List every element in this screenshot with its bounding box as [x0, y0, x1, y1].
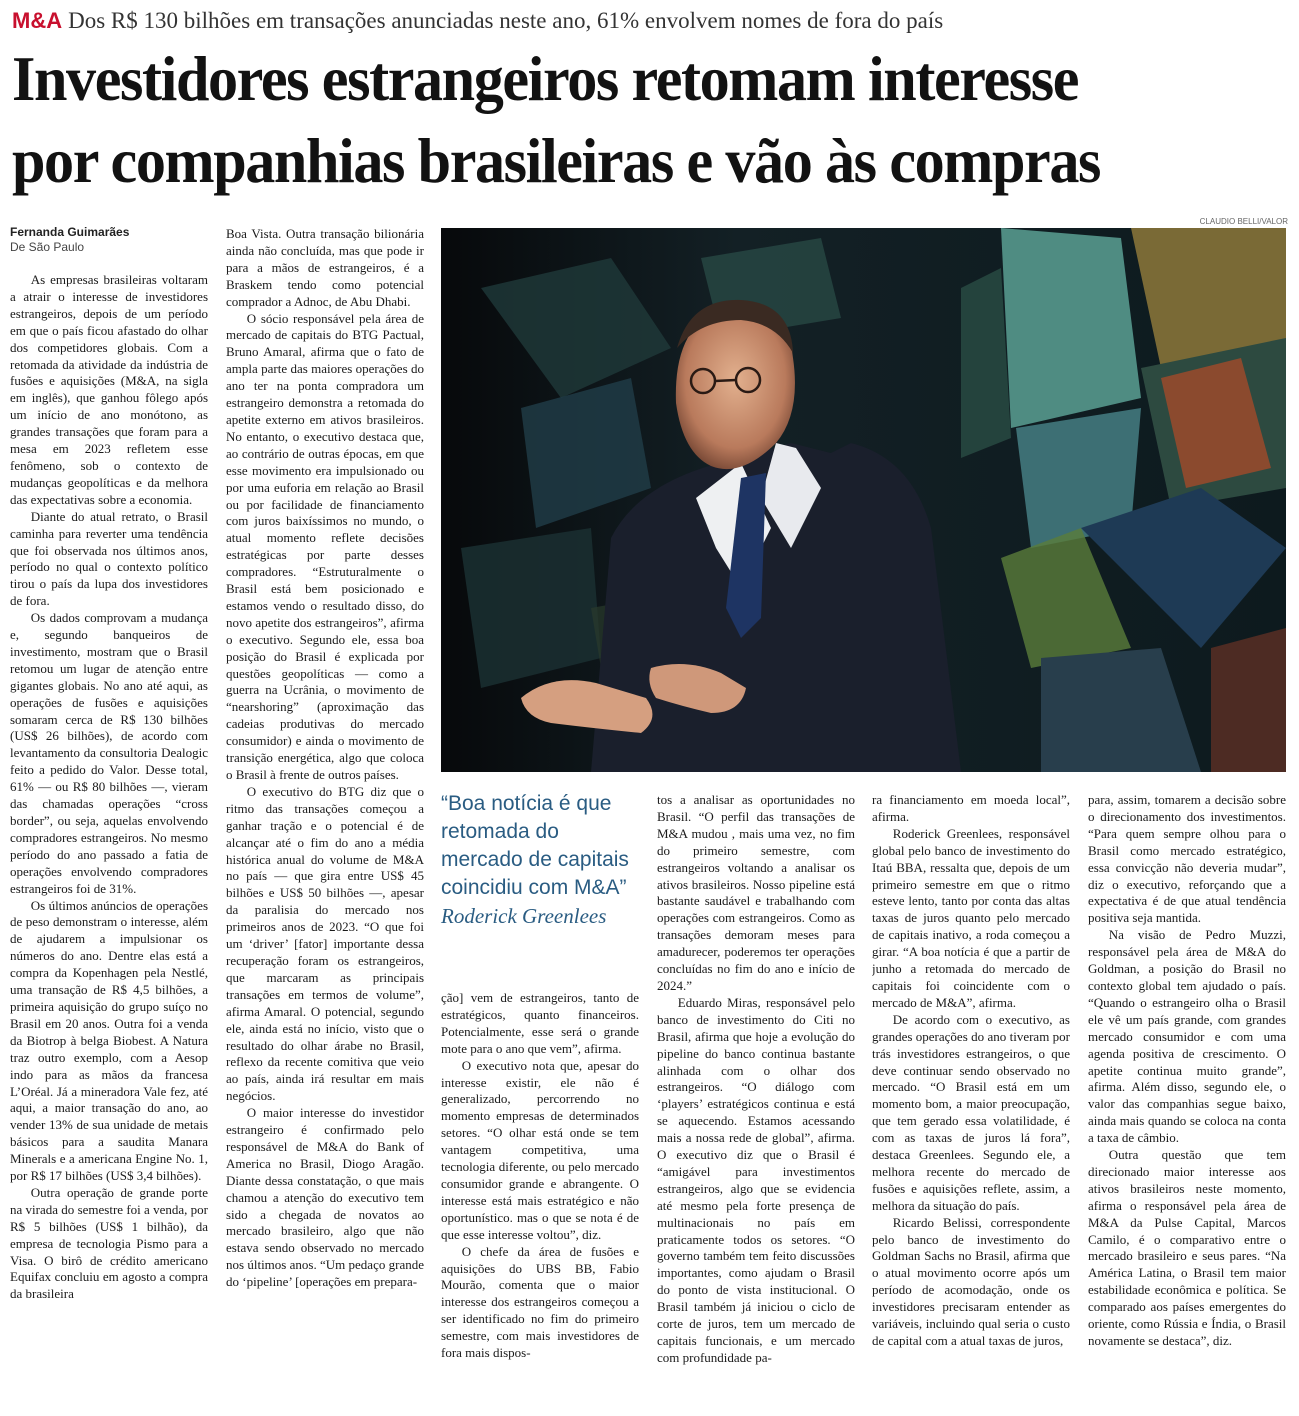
kicker-text: Dos R$ 130 bilhões em transações anunciadas neste ano, 61% envolvem nomes de fora do país — [68, 8, 944, 33]
text-column-2 — [226, 226, 424, 1396]
section-tag: M&A — [12, 8, 63, 33]
byline — [10, 225, 210, 255]
text-column-4 — [657, 792, 855, 1396]
headline-line-2: por companhias brasileiras e vão às compras — [12, 125, 1100, 196]
paragraph: tos a analisar as oportunidades no Brasil. “O perfil das transações de M&A mudou , mais uma vez, no fim do primeiro semestre, com estrangeiros voltando a analisar os ativos brasileiros. Nosso pipeline está bastante saudável e trabalhando com operações com estrangeiros. Como as transações demoram meses para amadurecer, poderemos ter operações concluídas no fim do ano e início de 2024.” — [657, 792, 855, 993]
paragraph: Outra questão que tem direcionado maior interesse aos ativos brasileiros neste momento, afirma o responsável pela área de M&A da Pulse Capital, Marcos Camilo, é o comparativo entre o mercado brasileiro e seus pares. “Na América Latina, o Brasil tem maior estabilidade econômica e política. Se comparado aos países emergentes do oriente, como Rússia e Índia, o Brasil novamente se destaca”, diz. — [1088, 1147, 1286, 1348]
paragraph: As empresas brasileiras voltaram a atrair o interesse de investidores estrangeiros, depois de um período em que o país ficou afastado do olhar dos competidores globais. Com a retomada da atividade da indústria de fusões e aquisições (M&A, na sigla em inglês), que ganhou fôlego após um início de ano monótono, as grandes transações que foram para a mesa em 2023 refletem esse fenômeno, sob o contexto de mudanças geopolíticas e da melhora das expectativas sobre a economia. — [10, 272, 208, 507]
paragraph: Ricardo Belissi, correspondente pelo banco de investimento do Goldman Sachs no Brasil, afirma que o atual movimento ocorre após um período de acomodação, onde os investidores precisaram entender as variáveis, incluindo qual seria o custo de capital com a atual taxas de juros, — [872, 1214, 1070, 1348]
text-column-6 — [1088, 792, 1286, 1396]
paragraph: para, assim, tomarem a decisão sobre o direcionamento dos investimentos. “Para quem sempre olhou para o Brasil como mercado estratégico, essa convicção não deveria mudar”, diz o executivo, reforçando que a expectativa é de que atual tendência positiva seja mantida. — [1088, 792, 1286, 926]
text-column-5 — [872, 792, 1070, 1396]
paragraph: O chefe da área de fusões e aquisições do UBS BB, Fabio Mourão, comenta que o maior interesse dos estrangeiros começou a ser identificado no fim do primeiro semestre, com mais investidores de fora mais dispos- — [441, 1243, 639, 1361]
paragraph: Eduardo Miras, responsável pelo banco de investimento do Citi no Brasil, afirma que hoje a evolução do pipeline do banco continua bastante alinhada com o olhar dos estrangeiros. “O diálogo com ‘players’ estratégicos continua e está se aquecendo. Estamos acessando mais a nossa rede de global”, afirma. O executivo diz que o Brasil é “amigável para investimentos estrangeiros, algo que se evidencia até mesmo pela forte presença de multinacionais no país em praticamente todos os setores. “O governo também tem feito discussões importantes, como ajudam o Brasil do ponto de vista institucional. O Brasil também já iniciou o ciclo de corte de juros, tem um mercado de capitais funcionais, e um mercado com profundidade pa- — [657, 994, 855, 1365]
paragraph: O executivo do BTG diz que o ritmo das transações começou a ganhar tração e o potencial é de alcançar até o fim do ano a média histórica anual do volume de M&A no país — que gira entre US$ 45 bilhões e US$ 50 bilhões —, apesar da paralisia do mercado nos primeiros anos de 2023. “O que foi um ‘driver’ [fator] importante dessa recuperação foram os estrangeiros, que marcaram as principais transações em termos de volume”, afirma Amaral. O potencial, segundo ele, ainda está no início, visto que o resultado do olhar árabe no Brasil, reflexo da recente comitiva que veio ao país, ainda irá resultar em mais negócios. — [226, 783, 424, 1104]
paragraph: Diante do atual retrato, o Brasil caminha para reverter uma tendência que foi observada nos últimos anos, período no qual o contexto político tirou o país da lupa dos investidores de fora. — [10, 508, 208, 609]
text-column-3 — [441, 990, 639, 1396]
kicker — [12, 6, 1292, 36]
article-photo — [441, 228, 1286, 772]
paragraph: O sócio responsável pela área de mercado de capitais do BTG Pactual, Bruno Amaral, afirma que o fato de ampla parte das maiores operações do ano ter na ponta compradora um estrangeiro demonstra a retomada do apetite externo em ativos brasileiros. No entanto, o executivo destaca que, ao contrário de outras épocas, em que esse movimento era impulsionado ou por uma euforia em relação ao Brasil ou por facilidade de financiamento com juros baixíssimos no mundo, o atual momento reflete decisões estratégicas por parte desses compradores. “Estruturalmente o Brasil está bem posicionado e estamos vendo o resultado disso, do novo apetite dos estrangeiros”, afirma o executivo. Segundo ele, essa boa posição do Brasil é explicada por questões geopolíticas — como a guerra na Ucrânia, o movimento de “nearshoring” (aproximação das cadeias produtivas do mercado consumidor) e ainda o movimento de transição energética, algo que coloca o Brasil à frente de outros países. — [226, 310, 424, 782]
pull-quote — [441, 790, 639, 990]
photo-credit: CLAUDIO BELLI/VALOR — [1199, 217, 1288, 226]
paragraph: O maior interesse do investidor estrangeiro é confirmado pelo responsável de M&A do Bank of America no Brasil, Diogo Aragão. Diante dessa constatação, o que mais chamou a atenção do executivo tem sido a chegada de novatos ao mercado brasileiro, algo que não estava sendo observado no mercado nos últimos anos. “Um pedaço grande do ‘pipeline’ [operações em prepara- — [226, 1105, 424, 1290]
photo-illustration — [441, 228, 1286, 772]
author-name: Fernanda Guimarães — [10, 225, 130, 239]
paragraph: Os últimos anúncios de operações de peso demonstram o interesse, além de ajudarem a impulsionar os números do ano. Dentre elas está a compra da Kopenhagen pela Nestlé, uma transação de R$ 4,5 bilhões, a primeira aquisição do grupo suíço no Brasil em 20 anos. Outra foi a venda da Biotrop à belga Biobest. A Natura traz outro exemplo, com a Aesop indo para as mãos da francesa L’Oréal. Já a mineradora Vale fez, até aqui, a maior transação do ano, ao vender 13% de sua unidade de metais básicos para a saudita Manara Minerals e a americana Engine No. 1, por R$ 17 bilhões (US$ 3,4 bilhões). — [10, 897, 208, 1184]
pull-quote-author: Roderick Greenlees — [441, 904, 607, 928]
paragraph: Boa Vista. Outra transação bilionária ainda não concluída, mas que pode ir para a mãos de estrangeiros, é a Braskem tendo como potencial comprador a Adnoc, de Abu Dhabi. — [226, 226, 424, 309]
headline — [12, 38, 1215, 202]
paragraph: De acordo com o executivo, as grandes operações do ano tiveram por trás investidores estrangeiros, o que deve continuar sendo observado no mercado. “O Brasil está em um momento bom, a maior preocupação, que tem gerado essa volatilidade, é com as taxas de juros lá fora”, destaca Greenlees. Segundo ele, a melhora recente do mercado de fusões e aquisições reflete, assim, a melhora da situação do país. — [872, 1011, 1070, 1213]
paragraph: ra financiamento em moeda local”, afirma. — [872, 792, 1070, 824]
paragraph: Roderick Greenlees, responsável global pelo banco de investimento do Itaú BBA, ressalta que, depois de um primeiro semestre em que o ritmo esteve lento, tanto por conta das altas taxas de juros quanto pelo mercado de capitais inativo, a roda começou a girar. “A boa notícia é que a partir de junho a retomada do mercado de capitais foi coincidente com o mercado de M&A”, afirma. — [872, 825, 1070, 1010]
paragraph: Outra operação de grande porte na virada do semestre foi a venda, por R$ 5 bilhões (US$ 1 bilhão), da empresa de tecnologia Pismo para a Visa. O birô de crédito americano Equifax concluiu em agosto a compra da brasileira — [10, 1184, 208, 1302]
author-location: De São Paulo — [10, 240, 85, 254]
headline-line-1: Investidores estrangeiros retomam interesse — [12, 43, 1079, 114]
paragraph: ção] vem de estrangeiros, tanto de estratégicos, quanto financeiros. Potencialmente, esse será o grande mote para o ano que vem”, afirma. — [441, 990, 639, 1056]
pull-quote-text: “Boa notícia é que retomada do mercado de capitais coincidiu com M&A” — [441, 792, 629, 899]
paragraph: Na visão de Pedro Muzzi, responsável pela área de M&A do Goldman, a posição do Brasil no contexto global tem ajudado o país. “Quando o estrangeiro olha o Brasil ele vê um país grande, com grandes mercado consumidor e com uma agenda positiva de crescimento. O apetite continua muito grande”, afirma. Além disso, segundo ele, o valor das companhias segue baixo, ainda mais quando se coloca na conta a taxa de câmbio. — [1088, 927, 1286, 1146]
paragraph: O executivo nota que, apesar do interesse existir, ele não é generalizado, percorrendo no momento empresas de determinados setores. “O olhar está onde se tem vantagem competitiva, uma tecnologia diferente, ou pelo mercado consumidor grande e abrangente. O interesse está mais estratégico e não oportunístico. mas o que se nota é de que esse interesse voltou”, diz. — [441, 1057, 639, 1242]
paragraph: Os dados comprovam a mudança e, segundo banqueiros de investimento, mostram que o Brasil retomou um lugar de atenção entre gigantes globais. No ano até aqui, as operações de fusões e aquisições somaram cerca de R$ 130 bilhões (US$ 26 bilhões), de acordo com levantamento da consultoria Dealogic feito a pedido do Valor. Desse total, 61% — ou R$ 80 bilhões —, vieram das chamadas operações “cross border”, ou seja, aquelas envolvendo compradores estrangeiros. No mesmo período do ano passado a fatia de operações envolvendo compradores estrangeiros foi de 31%. — [10, 610, 208, 896]
text-column-1 — [10, 272, 208, 1396]
